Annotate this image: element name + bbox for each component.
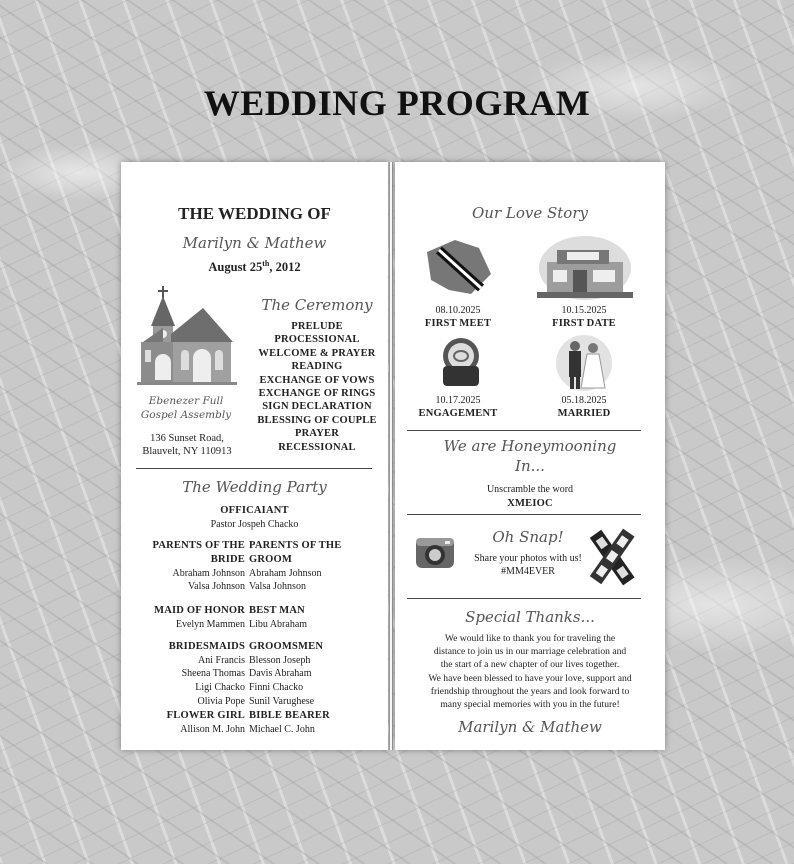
signature: Marilyn & Mathew bbox=[458, 718, 602, 736]
list-item: Finni Chacko bbox=[249, 682, 304, 694]
venue-name: Ebenezer Full Gospel Assembly bbox=[140, 395, 232, 421]
list-item: Blesson Joseph bbox=[249, 654, 311, 666]
section-divider bbox=[407, 598, 641, 599]
bride-side-column: PARENTS OF THE BRIDE Abraham Johnson Valsa Johnson MAID OF HONOR Evelyn Mammen BRIDESMAIDS Ani Francis Sheena Thomas Ligi Chacko Olivia Pope FLOWER GIRL Allison M. John bbox=[143, 539, 245, 736]
officiant-block: OFFICAIANT Pastor Jospeh Chacko bbox=[210, 505, 299, 530]
groom-side-column: PARENTS OF THE GROOM Abraham Johnson Valsa Johnson BEST MAN Libu Abraham GROOMSMEN Blesson Joseph Davis Abraham Finni Chacko Sunil Varughese BIBLE BEARER Michael C. John bbox=[249, 539, 369, 736]
list-item: friendship throughout the years and look forward to bbox=[430, 685, 630, 697]
program-left-panel bbox=[121, 162, 388, 750]
bridesmaids-list bbox=[143, 654, 245, 709]
list-item: EXCHANGE OF VOWS bbox=[259, 374, 375, 386]
honeymoon-puzzle: Unscramble the word XMEIOC bbox=[486, 484, 574, 509]
milestone-engagement: 10.17.2025 ENGAGEMENT bbox=[418, 395, 498, 419]
list-item: many special memories with you in the future! bbox=[440, 699, 620, 711]
list-item: We have been blessed to have your love, support and bbox=[428, 672, 632, 684]
list-item: PROCESSIONAL bbox=[274, 334, 360, 346]
church-icon bbox=[137, 284, 237, 394]
ceremony-title: The Ceremony bbox=[261, 296, 373, 314]
section-divider bbox=[136, 468, 372, 469]
milestone-first-meet: 08.10.2025 FIRST MEET bbox=[424, 305, 492, 329]
wedding-header: THE WEDDING OF bbox=[178, 204, 331, 223]
section-divider bbox=[407, 514, 641, 515]
groomsmen-list bbox=[249, 654, 369, 709]
photo-strip-icon bbox=[589, 528, 637, 586]
wedding-party-title: The Wedding Party bbox=[182, 478, 327, 496]
thanks-text bbox=[399, 632, 661, 711]
list-item: READING bbox=[291, 361, 343, 373]
list-item: Ligi Chacko bbox=[195, 682, 245, 694]
list-item: Davis Abraham bbox=[249, 668, 312, 680]
map-icon bbox=[419, 234, 495, 298]
milestone-first-date: 10.15.2025 FIRST DATE bbox=[552, 305, 616, 329]
thanks-title: Special Thanks... bbox=[465, 608, 595, 626]
ring-box-icon bbox=[439, 336, 483, 388]
camera-icon bbox=[415, 534, 455, 570]
list-item: WELCOME & PRAYER bbox=[258, 347, 376, 359]
list-item: distance to join us in our marriage celebration and bbox=[433, 646, 627, 658]
fold-line bbox=[389, 162, 393, 750]
couple-names: Marilyn & Mathew bbox=[182, 234, 327, 252]
list-item: EXCHANGE OF RINGS bbox=[258, 388, 376, 400]
list-item: the start of a new chapter of our lives together. bbox=[440, 659, 620, 671]
couple-icon bbox=[555, 334, 613, 392]
list-item: PRAYER bbox=[295, 428, 339, 440]
list-item: SIGN DECLARATION bbox=[262, 401, 372, 413]
section-divider bbox=[407, 430, 641, 431]
list-item: Olivia Pope bbox=[197, 695, 245, 707]
program-right-panel bbox=[395, 162, 665, 750]
list-item: Sunil Varughese bbox=[249, 695, 315, 707]
list-item: We would like to thank you for traveling the bbox=[444, 633, 616, 644]
honeymoon-title: We are Honeymooning In... bbox=[443, 437, 617, 475]
venue-address: 136 Sunset Road, Blauvelt, NY 110913 bbox=[142, 433, 232, 457]
list-item: Sheena Thomas bbox=[181, 668, 245, 680]
wedding-date: August 25th, 2012 bbox=[208, 259, 301, 275]
snap-text: Share your photos with us! #MM4EVER bbox=[474, 553, 582, 577]
snap-title: Oh Snap! bbox=[492, 528, 564, 546]
love-story-title: Our Love Story bbox=[472, 204, 588, 222]
milestone-married: 05.18.2025 MARRIED bbox=[557, 395, 611, 419]
ceremony-list bbox=[249, 320, 385, 454]
list-item: RECESSIONAL bbox=[278, 441, 356, 453]
list-item: BLESSING OF COUPLE bbox=[257, 414, 377, 426]
list-item: Ani Francis bbox=[198, 654, 245, 666]
page-title: WEDDING PROGRAM bbox=[203, 83, 591, 123]
list-item: PRELUDE bbox=[291, 321, 343, 332]
diner-icon bbox=[537, 232, 633, 300]
